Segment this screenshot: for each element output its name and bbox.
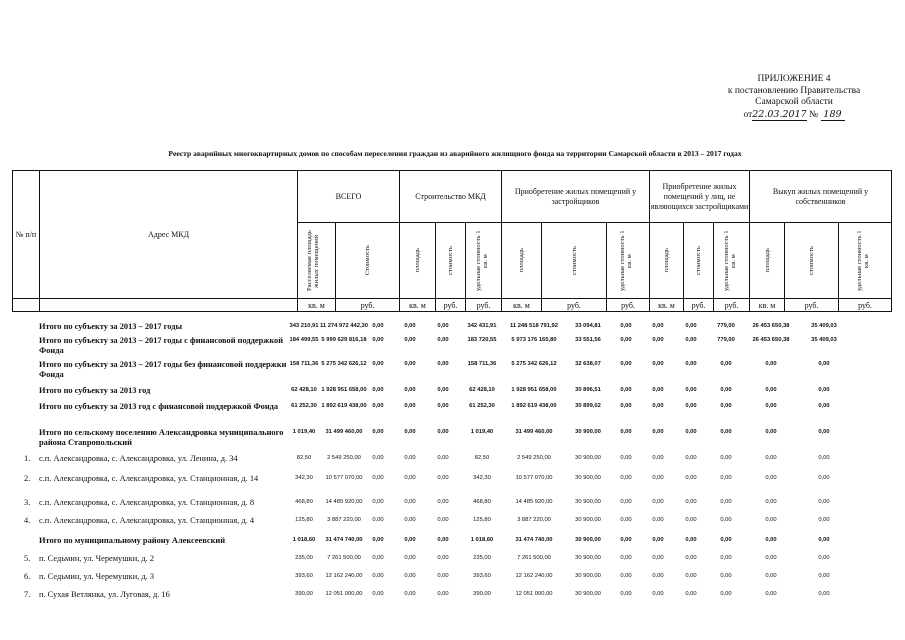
row-address: п. Седьмин, ул. Черемушки, д. 2 [39,554,155,563]
row-value: 0,00 [818,361,830,367]
row-address: Итого по субъекту за 2013 – 2017 годы без финансовой поддержки Фонда [39,360,287,379]
row-address: с.п. Александровка, с. Александровка, ул. Станционная, д. 14 [39,474,259,483]
sub-buyout-cost [785,223,839,299]
row-value: 0,00 [685,323,697,329]
row-value: 0,00 [765,555,777,561]
row-value: 0,00 [818,499,830,505]
unit-empty-1 [13,299,40,312]
row-value: 0,00 [685,337,697,343]
row-value: 1 018,60 [292,537,316,543]
row-value: 0,00 [372,555,384,561]
row-value: 0,00 [372,387,384,393]
row-value: 0,00 [404,403,416,409]
sub-dev-cost [542,223,607,299]
row-value: 0,00 [437,555,449,561]
row-value: 390,00 [473,591,491,597]
row-value: 30 900,00 [575,475,601,481]
row-value: 0,00 [652,499,664,505]
row-value: 0,00 [404,517,416,523]
appendix-number: 189 [821,109,845,122]
row-address: Итого по субъекту за 2013 год [39,386,151,395]
row-value: 0,00 [720,403,732,409]
row-value: 1 018,60 [470,537,494,543]
row-value: 0,00 [620,429,632,435]
row-value: 0,00 [372,499,384,505]
row-value: 235,00 [295,555,313,561]
group-developers: Приобретение жилых помещений у застройщиков [502,171,650,223]
row-value: 32 638,07 [575,361,601,367]
row-value: 5 973 176 165,80 [511,337,557,343]
row-value: 62 428,10 [291,387,317,393]
appendix-line3: Самарской области [755,97,833,107]
row-value: 14 485 920,00 [515,499,553,505]
row-address: Итого по субъекту за 2013 – 2017 годы [39,322,182,331]
row-value: 125,80 [295,517,313,523]
row-value: 779,00 [717,323,735,329]
sub-buyout-area [750,223,785,299]
row-value: 0,00 [404,387,416,393]
row-value: 0,00 [685,537,697,543]
row-value: 31 474 740,00 [325,537,363,543]
row-value: 0,00 [404,361,416,367]
unit-sqm: кв. м [298,299,336,312]
unit-rub: руб. [839,299,892,312]
row-value: 0,00 [620,475,632,481]
row-value: 0,00 [620,403,632,409]
row-value: 0,00 [404,499,416,505]
row-value: 0,00 [404,537,416,543]
row-value: 61 252,30 [291,403,317,409]
sub-construction-unit [466,223,502,299]
row-value: 0,00 [685,499,697,505]
row-value: 0,00 [765,475,777,481]
row-value: 11 274 972 442,30 [319,323,369,329]
row-value: 0,00 [437,403,449,409]
row-value: 342,30 [473,475,491,481]
row-value: 0,00 [372,475,384,481]
row-value: 0,00 [818,573,830,579]
row-value: 0,00 [720,455,732,461]
row-value: 0,00 [652,573,664,579]
row-number: 7. [24,590,31,599]
col-address-header [40,171,298,299]
row-value: 0,00 [818,429,830,435]
unit-sqm: кв. м [400,299,436,312]
row-value: 62 428,10 [469,387,495,393]
row-value: 390,00 [295,591,313,597]
row-value: 2 549 250,00 [517,455,551,461]
row-value: 35 409,03 [811,337,837,343]
row-value: 0,00 [437,387,449,393]
row-value: 0,00 [652,555,664,561]
row-address: Итого по сельскому поселению Александровка муниципального района Ставропольский [39,428,284,447]
row-number: 4. [24,516,31,525]
sub-resettled-area [298,223,336,299]
sub-nondev-unit-label: удельная стоимость 1 кв. м [722,230,737,291]
row-value: 0,00 [652,361,664,367]
row-value: 468,80 [473,499,491,505]
row-address: п. Сухая Ветлянка, ул. Луговая, д. 16 [39,590,170,599]
row-value: 0,00 [685,403,697,409]
sub-construction-cost [436,223,466,299]
row-number: 1. [24,454,31,463]
sub-dev-area [502,223,542,299]
unit-rub: руб. [607,299,650,312]
row-value: 0,00 [765,591,777,597]
row-value: 7 261 500,00 [517,555,551,561]
row-value: 0,00 [372,323,384,329]
row-value: 0,00 [720,499,732,505]
row-value: 0,00 [437,429,449,435]
row-value: 82,50 [474,455,490,461]
row-number: 5. [24,554,31,563]
row-value: 0,00 [652,517,664,523]
row-number: 3. [24,498,31,507]
row-address: Итого по субъекту за 2013 год с финансовой поддержкой Фонда [39,402,279,411]
row-value: 0,00 [765,429,777,435]
row-number: 2. [24,474,31,483]
row-number: 6. [24,572,31,581]
row-value: 3 887 220,00 [517,517,551,523]
row-value: 0,00 [818,591,830,597]
unit-empty-2 [40,299,298,312]
row-value: 0,00 [437,573,449,579]
row-value: 0,00 [720,517,732,523]
row-value: 12 162 240,00 [515,573,553,579]
row-value: 342,30 [295,475,313,481]
row-value: 0,00 [620,361,632,367]
row-value: 0,00 [720,387,732,393]
row-value: 0,00 [437,455,449,461]
row-value: 183 720,55 [467,337,497,343]
row-value: 12 051 000,00 [325,591,363,597]
sub-buyout-cost-label: стоимость [808,246,815,275]
sub-construction-area-label: площадь [414,248,421,273]
unit-rub: руб. [714,299,750,312]
row-value: 0,00 [818,475,830,481]
row-value: 0,00 [437,323,449,329]
row-value: 0,00 [720,555,732,561]
row-value: 0,00 [404,337,416,343]
row-value: 1 892 619 438,00 [321,403,367,409]
row-value: 31 499 460,00 [515,429,553,435]
row-value: 0,00 [685,573,697,579]
row-value: 0,00 [818,387,830,393]
row-value: 0,00 [685,455,697,461]
row-value: 0,00 [372,573,384,579]
row-value: 0,00 [685,361,697,367]
row-value: 30 900,00 [575,573,601,579]
row-value: 0,00 [720,361,732,367]
row-value: 31 499 460,00 [325,429,363,435]
row-value: 0,00 [652,455,664,461]
row-value: 0,00 [404,455,416,461]
row-value: 0,00 [404,591,416,597]
row-value: 0,00 [765,499,777,505]
row-value: 0,00 [372,361,384,367]
row-value: 61 252,30 [469,403,495,409]
row-value: 0,00 [620,573,632,579]
row-value: 0,00 [652,591,664,597]
row-value: 0,00 [720,591,732,597]
row-value: 12 162 240,00 [325,573,363,579]
row-value: 235,00 [473,555,491,561]
row-value: 393,60 [295,573,313,579]
sub-nondev-cost [684,223,714,299]
unit-sqm: кв. м [502,299,542,312]
row-value: 342 431,91 [467,323,497,329]
row-value: 3 887 220,00 [327,517,361,523]
row-value: 158 711,36 [467,361,497,367]
row-value: 7 261 500,00 [327,555,361,561]
row-value: 0,00 [437,499,449,505]
row-value: 0,00 [765,455,777,461]
row-value: 0,00 [437,475,449,481]
sub-nondev-cost-label: стоимость [695,246,702,275]
row-value: 0,00 [818,555,830,561]
sub-nondev-area-label: площадь [663,248,670,273]
sub-construction-unit-label: удельная стоимость 1 кв. м [474,230,489,291]
sub-dev-unit-label: удельная стоимость 1 кв. м [619,230,633,291]
row-value: 0,00 [652,403,664,409]
row-address: Итого по муниципальному району Алексеевский [39,536,226,545]
row-value: 0,00 [765,537,777,543]
row-value: 0,00 [620,337,632,343]
row-value: 0,00 [437,517,449,523]
date-prefix: от [743,109,753,120]
row-value: 0,00 [685,475,697,481]
row-value: 0,00 [652,387,664,393]
row-value: 343 210,91 [289,323,319,329]
row-value: 31 474 740,00 [515,537,553,543]
row-value: 26 453 650,38 [752,323,790,329]
row-value: 0,00 [404,555,416,561]
row-value: 2 549 250,00 [327,455,361,461]
row-value: 5 275 342 626,12 [321,361,367,367]
row-value: 0,00 [765,573,777,579]
sub-buyout-area-label: площадь [763,248,771,273]
row-value: 30 900,00 [575,429,601,435]
row-value: 0,00 [685,517,697,523]
row-value: 0,00 [372,591,384,597]
row-value: 0,00 [372,537,384,543]
row-value: 1 892 619 438,00 [511,403,557,409]
row-value: 0,00 [620,537,632,543]
sub-dev-cost-label: стоимость [570,246,578,275]
row-value: 30 900,00 [575,499,601,505]
row-value: 0,00 [652,323,664,329]
row-value: 30 900,00 [575,517,601,523]
row-value: 0,00 [620,499,632,505]
unit-rub: руб. [336,299,400,312]
row-value: 0,00 [765,361,777,367]
row-value: 0,00 [437,537,449,543]
sub-buyout-unit [839,223,892,299]
row-value: 468,80 [295,499,313,505]
number-prefix: № [809,109,819,120]
document-title: Реестр аварийных многоквартирных домов по способам переселения граждан из аварийного жилищного фонда на территории Самарской области в 2013 – 2017 годах [168,149,742,158]
row-value: 0,00 [620,591,632,597]
row-value: 11 248 518 791,92 [509,323,559,329]
group-construction: Строительство МКД [400,171,502,223]
row-value: 0,00 [765,517,777,523]
row-value: 0,00 [818,537,830,543]
unit-sqm: кв. м [750,299,785,312]
group-total: ВСЕГО [298,171,400,223]
appendix-title: ПРИЛОЖЕНИЕ 4 [757,74,831,84]
row-value: 0,00 [818,455,830,461]
row-value: 0,00 [620,387,632,393]
col-num-header [13,171,40,299]
row-value: 0,00 [720,573,732,579]
row-value: 30 900,00 [575,455,601,461]
row-value: 1 019,40 [292,429,316,435]
sub-buyout-unit-label: удельная стоимость 1 кв. м [856,230,870,291]
row-address: Итого по субъекту за 2013 – 2017 годы с финансовой поддержкой Фонда [39,336,284,355]
row-value: 0,00 [685,387,697,393]
unit-rub: руб. [542,299,607,312]
row-value: 0,00 [685,591,697,597]
row-value: 0,00 [652,337,664,343]
unit-rub: руб. [684,299,714,312]
register-table-header [12,170,892,312]
row-value: 0,00 [437,361,449,367]
row-value: 30 900,00 [575,591,601,597]
row-value: 779,00 [717,337,735,343]
sub-nondev-unit [714,223,750,299]
row-value: 0,00 [685,429,697,435]
sub-construction-area [400,223,436,299]
row-value: 1 019,40 [470,429,494,435]
row-value: 0,00 [620,455,632,461]
appendix-date: 22.03.2017 [752,108,807,120]
row-value: 0,00 [372,429,384,435]
row-value: 14 485 920,00 [325,499,363,505]
row-value: 1 928 951 658,00 [511,387,557,393]
col-address-label: Адрес МКД [147,230,190,239]
row-value: 0,00 [620,517,632,523]
unit-sqm: кв. м [650,299,684,312]
sub-resettled-area-label: Расселяемая площадь жилых помещений [305,230,320,291]
row-value: 30 900,00 [575,537,601,543]
unit-rub: руб. [785,299,839,312]
row-value: 0,00 [404,573,416,579]
row-value: 0,00 [720,429,732,435]
row-value: 0,00 [404,429,416,435]
sub-dev-unit [607,223,650,299]
row-value: 0,00 [372,517,384,523]
row-value: 0,00 [652,429,664,435]
appendix-line2: к постановлению Правительства [727,85,861,96]
row-value: 35 409,03 [811,323,837,329]
row-value: 5 999 629 816,18 [321,337,367,343]
sub-dev-area-label: площадь [518,248,525,273]
row-value: 10 577 070,00 [515,475,553,481]
row-value: 0,00 [620,323,632,329]
sub-construction-cost-label: стоимость [447,246,454,275]
row-value: 0,00 [765,387,777,393]
row-value: 30 899,02 [575,403,601,409]
group-non-developers: Приобретение жилых помещений у лиц, не являющихся застройщиками [650,171,750,223]
row-address: с.п. Александровка, с. Александровка, ул. Станционная, д. 4 [39,516,255,525]
row-value: 30 900,00 [575,555,601,561]
row-value: 0,00 [765,403,777,409]
sub-nondev-area [650,223,684,299]
row-value: 158 711,36 [289,361,319,367]
row-value: 0,00 [437,337,449,343]
sub-total-cost [336,223,400,299]
row-value: 0,00 [818,403,830,409]
row-value: 82,50 [296,455,312,461]
row-address: с.п. Александровка, с. Александровка, ул. Станционная, д. 8 [39,498,255,507]
appendix-date-line [704,109,884,122]
row-value: 26 453 650,38 [752,337,790,343]
row-value: 30 896,51 [575,387,601,393]
row-value: 184 499,55 [289,337,319,343]
row-value: 0,00 [620,555,632,561]
row-address: п. Седьмин, ул. Черемушки, д. 3 [39,572,155,581]
row-address: с.п. Александровка, с. Александровка, ул. Ленина, д. 34 [39,454,238,463]
row-value: 5 275 342 626,12 [511,361,557,367]
row-value: 0,00 [404,323,416,329]
row-value: 0,00 [372,337,384,343]
unit-rub: руб. [436,299,466,312]
sub-total-cost-label: Стоимость [364,245,371,276]
row-value: 0,00 [652,537,664,543]
row-value: 12 051 000,00 [515,591,553,597]
row-value: 393,60 [473,573,491,579]
row-value: 33 094,81 [575,323,601,329]
row-value: 0,00 [404,475,416,481]
row-value: 0,00 [372,455,384,461]
row-value: 1 928 951 658,00 [321,387,367,393]
row-value: 0,00 [437,591,449,597]
group-buyout: Выкуп жилых помещений у собственников [750,171,892,223]
unit-rub: руб. [466,299,502,312]
row-value: 0,00 [720,537,732,543]
row-value: 125,80 [473,517,491,523]
row-value: 0,00 [720,475,732,481]
row-value: 0,00 [372,403,384,409]
row-value: 33 551,56 [575,337,601,343]
row-value: 0,00 [818,517,830,523]
col-num-label: № п/п [15,230,37,239]
row-value: 0,00 [685,555,697,561]
row-value: 0,00 [652,475,664,481]
appendix-block [704,74,884,121]
row-value: 10 577 070,00 [325,475,363,481]
